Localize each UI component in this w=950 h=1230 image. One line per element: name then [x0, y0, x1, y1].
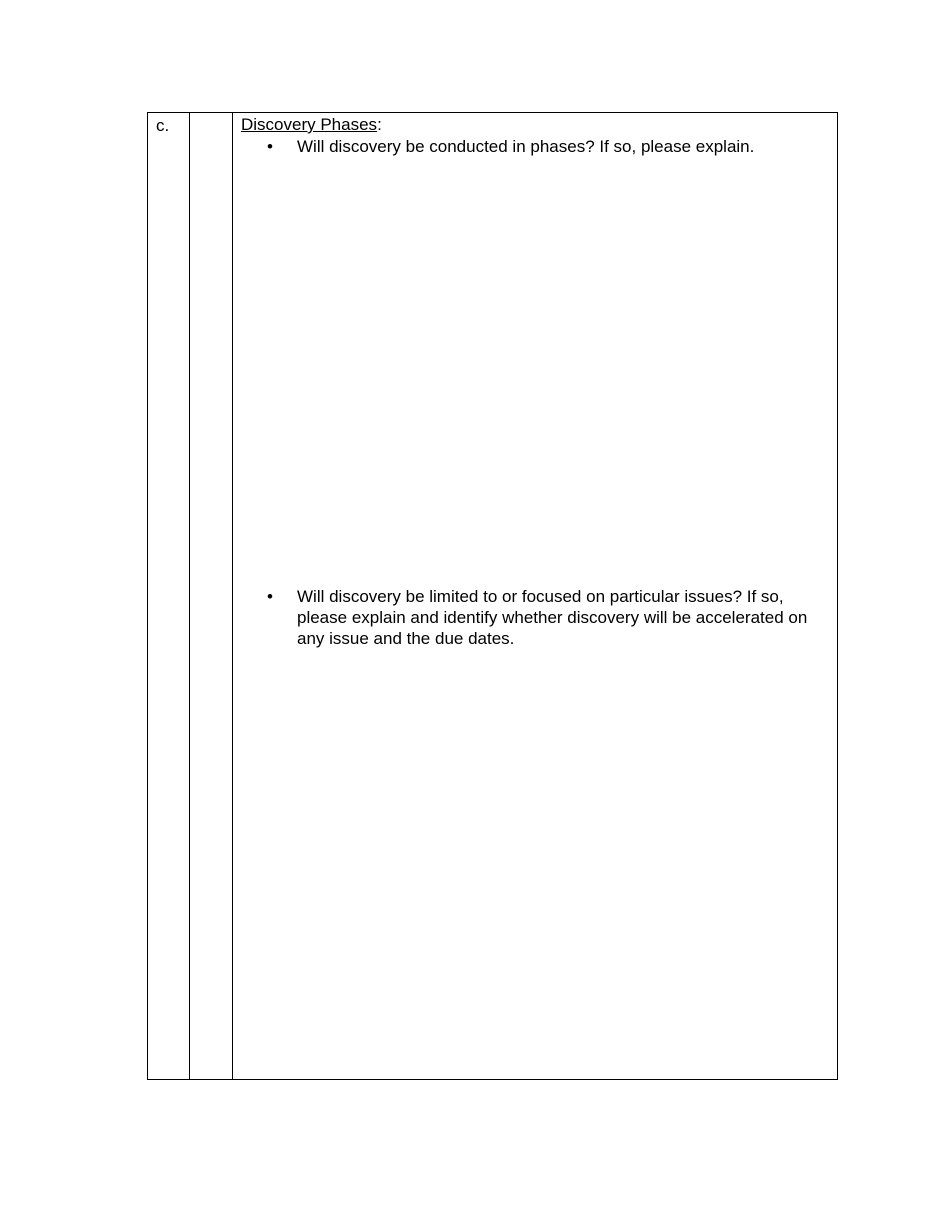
section-content: [233, 113, 837, 1079]
blank-cell: [190, 113, 233, 1080]
question-item-issues: [267, 586, 831, 649]
row-letter-cell: [148, 113, 190, 1080]
question-item-phases: [267, 136, 831, 157]
section-heading: [241, 114, 382, 135]
bullet-icon: •: [267, 137, 273, 156]
question-text: Will discovery be limited to or focused on particular issues? If so, please explain and identify whether discovery will be accelerated on any issue and the due dates.: [297, 587, 808, 648]
content-cell: [233, 113, 838, 1080]
form-row-c: [148, 113, 838, 1080]
section-heading-title: Discovery Phases: [241, 115, 378, 134]
row-letter: c.: [156, 116, 170, 135]
question-text: Will discovery be conducted in phases? If so, please explain.: [297, 137, 755, 156]
section-heading-colon: :: [377, 115, 382, 134]
bullet-icon: •: [267, 587, 273, 606]
form-table: [147, 112, 838, 1080]
